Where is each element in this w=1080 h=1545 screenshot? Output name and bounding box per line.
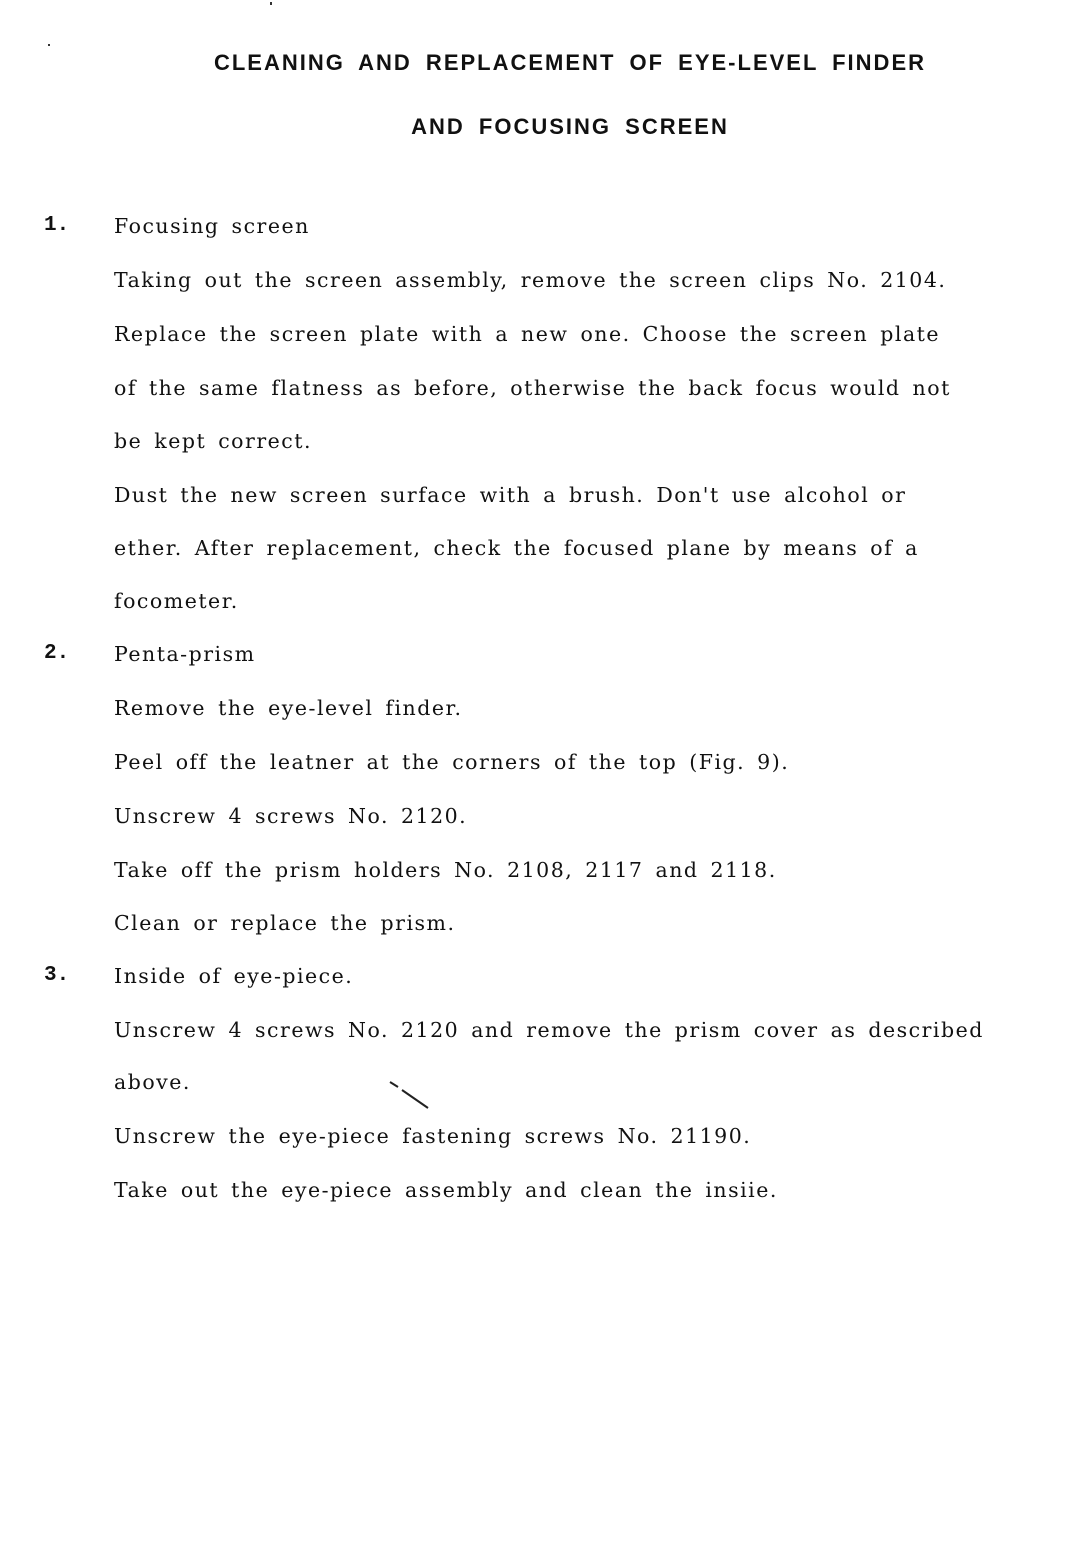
body-line: Unscrew the eye-piece fastening screws No. 21190. [114, 1124, 752, 1148]
body-line: Replace the screen plate with a new one. Choose the screen plate [114, 322, 941, 346]
body-line: Dust the new screen surface with a brush. Don't use alcohol or [114, 483, 907, 507]
body-line: Peel off the leatner at the corners of the top (Fig. 9). [114, 750, 790, 774]
document-title-line-1: CLEANING AND REPLACEMENT OF EYE-LEVEL FINDER [213, 50, 927, 75]
section-number: 3. [44, 964, 70, 987]
section-number: 1. [44, 214, 70, 237]
body-line: be kept correct. [114, 429, 312, 453]
body-line: Taking out the screen assembly, remove the screen clips No. 2104. [114, 268, 947, 292]
body-line: Take out the eye-piece assembly and clean the insiie. [114, 1178, 778, 1202]
body-line: Clean or replace the prism. [114, 911, 456, 935]
body-line: Unscrew 4 screws No. 2120 and remove the prism cover as described [114, 1018, 984, 1042]
body-line: ether. After replacement, check the focused plane by means of a [114, 536, 919, 560]
body-line: of the same flatness as before, otherwise the back focus would not [114, 376, 951, 400]
body-line: Remove the eye-level finder. [114, 696, 463, 720]
section-heading: Focusing screen [114, 214, 310, 238]
scan-speck [48, 44, 50, 46]
body-line: above. [114, 1070, 191, 1094]
body-line: Unscrew 4 screws No. 2120. [114, 804, 468, 828]
section-number: 2. [44, 642, 70, 665]
scan-mark [388, 1080, 432, 1112]
body-line: focometer. [114, 589, 239, 613]
scan-speck [270, 2, 272, 5]
section-heading: Inside of eye-piece. [114, 964, 354, 988]
body-line: Take off the prism holders No. 2108, 2117 and 2118. [114, 858, 777, 882]
section-heading: Penta-prism [114, 642, 256, 666]
document-title-line-2: AND FOCUSING SCREEN [411, 114, 729, 139]
